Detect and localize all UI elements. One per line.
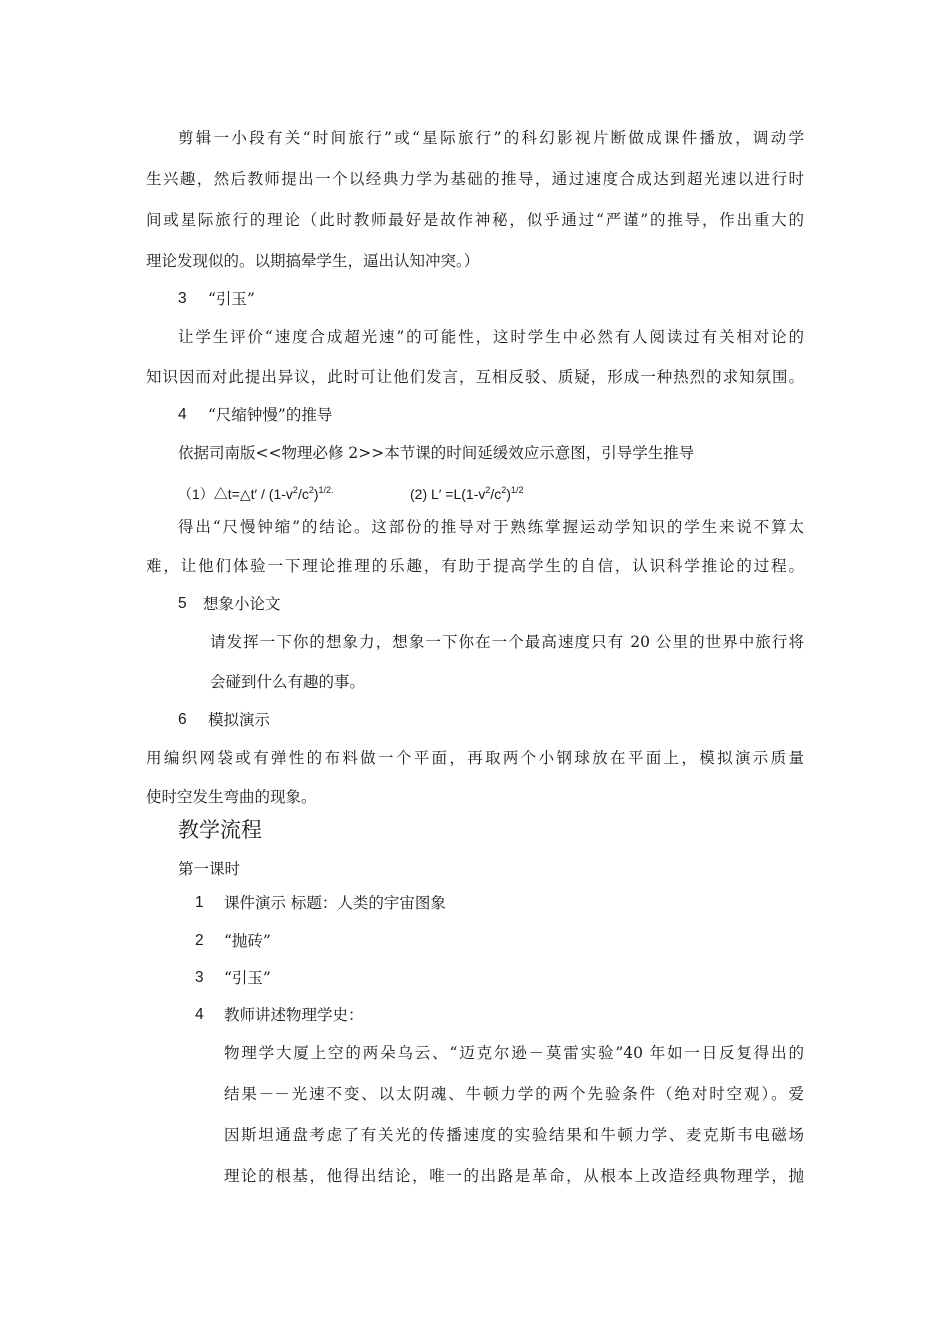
history-line-3: 因斯坦通盘考虑了有关光的传播速度的实验结果和牛顿力学、麦克斯韦电磁场	[224, 1126, 804, 1144]
section-3-number: 3	[178, 290, 187, 307]
section-6-title: 模拟演示	[208, 711, 271, 729]
intro-line-4: 理论发现似的。以期搞晕学生，逼出认知冲突。）	[146, 252, 480, 270]
section-5-title: 想象小论文	[203, 595, 281, 613]
section-4-line-1: 依据司南版<<物理必修 2>>本节课的时间延缓效应示意图，引导学生推导	[178, 444, 695, 462]
flow-item-2-text: “抛砖”	[224, 932, 271, 950]
section-6-body-1: 用编织网袋或有弹性的布料做一个平面，再取两个小钢球放在平面上，模拟演示质量	[146, 749, 804, 767]
intro-line-3: 间或星际旅行的理论（此时教师最好是故作神秘，似乎通过“严谨”的推导，作出重大的	[146, 211, 804, 229]
flow-item-3-text: “引玉”	[224, 969, 271, 987]
section-3-body-2: 知识因而对此提出异议，此时可让他们发言，互相反驳、质疑，形成一种热烈的求知氛围。	[146, 368, 804, 386]
teaching-flow-heading: 教学流程	[178, 818, 262, 842]
section-3-body-1: 让学生评价“速度合成超光速”的可能性，这时学生中必然有人阅读过有关相对论的	[178, 328, 804, 346]
flow-item-3-number: 3	[195, 969, 204, 986]
history-line-4: 理论的根基，他得出结论，唯一的出路是革命，从根本上改造经典物理学，抛	[224, 1167, 804, 1185]
lesson-label: 第一课时	[178, 860, 241, 878]
flow-item-1-number: 1	[195, 894, 204, 911]
intro-line-2: 生兴趣，然后教师提出一个以经典力学为基础的推导，通过速度合成达到超光速以进行时	[146, 170, 804, 188]
history-line-1: 物理学大厦上空的两朵乌云、“迈克尔逊－莫雷实验”40 年如一日反复得出的	[224, 1044, 804, 1062]
flow-item-4-number: 4	[195, 1006, 204, 1023]
formula-time-dilation: （1）△t=△t′ / $(1-v^2/c^2)^{1/2.}$	[178, 485, 334, 502]
section-4-number: 4	[178, 406, 187, 423]
section-5-number: 5	[178, 595, 187, 612]
flow-item-4-text: 教师讲述物理学史：	[224, 1006, 364, 1024]
flow-item-2-number: 2	[195, 932, 204, 949]
history-line-2: 结果－－光速不变、以太阴魂、牛顿力学的两个先验条件（绝对时空观）。爱	[224, 1085, 804, 1103]
section-4-title: “尺缩钟慢”的推导	[208, 406, 333, 424]
section-5-body-2: 会碰到什么有趣的事。	[210, 673, 366, 691]
section-6-number: 6	[178, 711, 187, 728]
section-3-title: “引玉”	[208, 290, 255, 308]
flow-item-1-text: 课件演示 标题：人类的宇宙图象	[224, 894, 446, 912]
section-5-body-1: 请发挥一下你的想象力，想象一下你在一个最高速度只有 20 公里的世界中旅行将	[210, 633, 804, 651]
section-4-body-2: 难，让他们体验一下理论推理的乐趣，有助于提高学生的自信，认识科学推论的过程。	[146, 557, 804, 575]
section-6-body-2: 使时空发生弯曲的现象。	[146, 788, 317, 806]
intro-line-1: 剪辑一小段有关“时间旅行”或“星际旅行”的科幻影视片断做成课件播放，调动学	[178, 129, 804, 147]
section-4-body-1: 得出“尺慢钟缩”的结论。这部份的推导对于熟练掌握运动学知识的学生来说不算太	[178, 518, 804, 536]
formula-length-contraction: (2) $L' =L(1-v^2/c^2)^{1/2}$	[410, 485, 524, 502]
